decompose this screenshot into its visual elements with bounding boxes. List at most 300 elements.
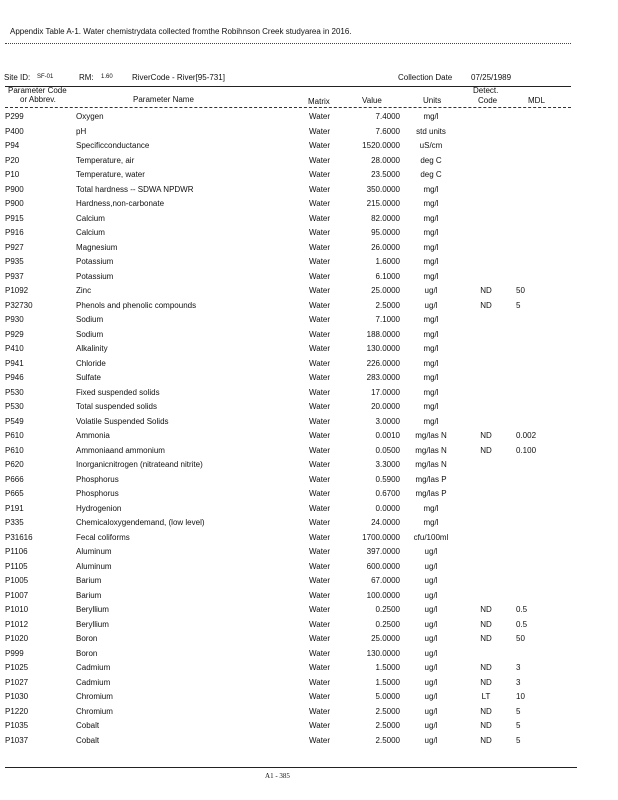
cell-param-name: Boron [76,648,98,658]
cell-matrix: Water [309,677,331,687]
table-row [0,458,618,473]
cell-matrix: Water [309,387,331,397]
cell-units: mg/l [423,387,439,397]
table-row [0,444,618,459]
cell-matrix: Water [309,228,331,237]
cell-param-name: Cadmium [76,677,111,687]
cell-units: deg C [420,170,442,179]
cell-units: ug/l [424,300,438,310]
cell-value: 26.0000 [371,242,400,252]
cell-units: ug/l [424,634,438,643]
cell-value: 2.5000 [375,706,400,716]
cell-detect-code: ND [480,721,492,730]
cell-value: 7.1000 [375,315,400,324]
cell-matrix: Water [309,416,331,426]
cell-param-name: Specificconductance [76,141,150,150]
cell-param-name: Phosphorus [76,474,119,484]
cell-param-code: P1030 [5,692,29,701]
cell-param-name: Cobalt [76,735,100,745]
cell-detect-code: ND [480,634,492,643]
cell-matrix: Water [309,271,331,281]
cell-param-name: Magnesium [76,242,118,252]
cell-param-code: P1092 [5,286,29,295]
cell-value: 226.0000 [366,358,400,368]
cell-detect-code: ND [480,706,492,716]
cell-units: ug/l [424,706,438,716]
cell-param-name: Sulfate [76,373,101,382]
cell-detect-code: LT [481,692,491,701]
site-info-row [0,73,618,85]
header-detect-2: Code [478,96,498,105]
cell-param-code: P665 [5,489,24,498]
table-row [0,531,618,546]
cell-value: 2.5000 [375,735,400,745]
cell-value: 67.0000 [371,576,400,585]
rm-value: 1.60 [101,74,113,80]
cell-param-code: P400 [5,126,24,136]
cell-value: 23.5000 [371,170,400,179]
cell-units: mg/l [423,373,439,382]
cell-matrix: Water [309,344,331,353]
cell-param-name: Barium [76,576,102,585]
cell-value: 1.5000 [375,677,400,687]
table-row [0,154,618,169]
cell-param-code: P900 [5,184,24,194]
table-row [0,255,618,270]
cell-units: mg/l [423,184,439,194]
cell-detect-code: ND [480,619,492,629]
cell-value: 20.0000 [371,402,400,411]
table-row [0,400,618,415]
cell-units: mg/l [423,344,439,353]
table-row [0,719,618,734]
cell-param-name: Temperature, water [76,170,145,179]
cell-param-code: P915 [5,213,24,223]
cell-units: uS/cm [419,141,443,150]
rm-label: RM: [79,73,94,82]
cell-matrix: Water [309,460,331,469]
cell-value: 130.0000 [366,344,400,353]
cell-param-code: P1220 [5,706,29,716]
cell-value: 7.6000 [375,126,400,136]
cell-param-code: P620 [5,460,24,469]
cell-matrix: Water [309,663,331,672]
cell-matrix: Water [309,503,331,513]
cell-param-code: P410 [5,344,24,353]
cell-param-name: Chemicaloxygendemand, (low level) [76,518,205,527]
cell-param-name: Beryllium [76,605,109,614]
cell-matrix: Water [309,547,331,556]
table-row [0,342,618,357]
cell-param-code: P935 [5,257,24,266]
collection-date-label: Collection Date [398,73,453,82]
cell-param-code: P549 [5,416,24,426]
header-param-code: Parameter Code [8,86,67,95]
cell-units: ug/l [424,576,438,585]
cell-matrix: Water [309,112,331,121]
cell-mdl: 0.5 [516,605,528,614]
table-row [0,110,618,125]
cell-param-name: Fecal coliforms [76,532,130,542]
cell-param-code: P941 [5,358,24,368]
cell-value: 24.0000 [371,518,400,527]
cell-matrix: Water [309,605,331,614]
cell-units: ug/l [424,619,438,629]
cell-param-code: P610 [5,431,24,440]
cell-value: 25.0000 [371,634,400,643]
cell-mdl: 3 [516,677,521,687]
cell-mdl: 0.002 [516,431,537,440]
cell-value: 1520.0000 [362,141,400,150]
cell-units: mg/l [423,315,439,324]
cell-param-name: Beryllium [76,619,109,629]
cell-param-name: Phenols and phenolic compounds [76,300,197,310]
cell-value: 100.0000 [366,590,400,600]
cell-detect-code: ND [480,431,492,440]
table-row [0,415,618,430]
cell-value: 1.5000 [375,663,400,672]
cell-param-code: P1010 [5,605,29,614]
cell-value: 0.0500 [375,445,400,455]
cell-param-name: Ammoniaand ammonium [76,445,165,455]
cell-units: mg/l [423,257,439,266]
cell-units: mg/las N [415,431,447,440]
cell-matrix: Water [309,706,331,716]
cell-param-name: Hardness,non-carbonate [76,199,165,208]
cell-value: 215.0000 [366,199,400,208]
table-row [0,168,618,183]
cell-units: mg/l [423,242,439,252]
cell-mdl: 0.5 [516,619,528,629]
cell-param-code: P32730 [5,300,33,310]
cell-units: mg/l [423,358,439,368]
cell-value: 5.0000 [375,692,400,701]
cell-value: 7.4000 [375,112,400,121]
cell-param-code: P1027 [5,677,29,687]
table-row [0,197,618,212]
cell-param-name: Volatile Suspended Solids [76,416,169,426]
table-row [0,589,618,604]
cell-value: 0.2500 [375,619,400,629]
cell-matrix: Water [309,329,331,339]
header-units: Units [423,96,442,105]
table-row [0,618,618,633]
cell-value: 82.0000 [371,213,400,223]
cell-value: 95.0000 [371,228,400,237]
cell-value: 25.0000 [371,286,400,295]
cell-param-code: P900 [5,199,24,208]
cell-value: 350.0000 [366,184,400,194]
cell-param-code: P299 [5,112,24,121]
cell-matrix: Water [309,242,331,252]
cell-value: 2.5000 [375,300,400,310]
cell-param-name: Oxygen [76,112,104,121]
cell-units: std units [416,126,446,136]
cell-mdl: 5 [516,300,521,310]
cell-matrix: Water [309,735,331,745]
cell-units: mg/l [423,518,439,527]
cell-detect-code: ND [480,605,492,614]
cell-param-name: Calcium [76,213,105,223]
cell-mdl: 5 [516,735,521,745]
cell-units: mg/las P [415,489,447,498]
cell-units: mg/l [423,329,439,339]
cell-mdl: 50 [516,634,525,643]
cell-param-name: Zinc [76,286,92,295]
cell-param-name: Chloride [76,358,106,368]
cell-param-name: Phosphorus [76,489,119,498]
cell-param-code: P31616 [5,532,33,542]
cell-param-code: P1106 [5,547,28,556]
cell-param-name: Chromium [76,706,113,716]
title-divider [5,43,571,44]
cell-mdl: 5 [516,721,521,730]
cell-matrix: Water [309,199,331,208]
table-row [0,299,618,314]
cell-param-code: P1105 [5,561,28,571]
header-matrix: Matrix [308,97,330,106]
table-row [0,734,618,749]
table-row [0,574,618,589]
table-row [0,328,618,343]
cell-units: ug/l [424,590,438,600]
table-row [0,371,618,386]
cell-matrix: Water [309,634,331,643]
cell-units: mg/las N [415,460,447,469]
table-row [0,502,618,517]
table-row [0,284,618,299]
cell-param-name: Ammonia [76,431,110,440]
cell-param-code: P937 [5,271,24,281]
cell-param-name: Barium [76,590,102,600]
footer-rule [5,767,577,768]
cell-units: mg/l [423,213,439,223]
cell-matrix: Water [309,286,331,295]
cell-matrix: Water [309,532,331,542]
cell-detect-code: ND [480,735,492,745]
table-row [0,516,618,531]
header-param-name: Parameter Name [133,95,194,104]
cell-units: mg/l [423,416,439,426]
cell-value: 0.2500 [375,605,400,614]
cell-param-code: P666 [5,474,24,484]
cell-matrix: Water [309,590,331,600]
table-row [0,632,618,647]
cell-value: 188.0000 [366,329,400,339]
cell-mdl: 5 [516,706,521,716]
cell-matrix: Water [309,358,331,368]
cell-param-name: Inorganicnitrogen (nitrateand nitrite) [76,460,203,469]
cell-value: 3.3000 [375,460,400,469]
cell-matrix: Water [309,141,331,150]
cell-units: ug/l [424,677,438,687]
cell-units: mg/las N [415,445,447,455]
cell-param-code: P1012 [5,619,29,629]
cell-param-name: Sodium [76,315,104,324]
cell-param-code: P1025 [5,663,29,672]
cell-value: 0.5900 [375,474,400,484]
cell-value: 1700.0000 [362,532,400,542]
cell-param-code: P999 [5,648,24,658]
header-mdl: MDL [528,96,545,105]
cell-matrix: Water [309,184,331,194]
cell-param-code: P927 [5,242,24,252]
cell-value: 283.0000 [366,373,400,382]
cell-matrix: Water [309,155,331,165]
cell-detect-code: ND [480,663,492,672]
cell-matrix: Water [309,561,331,571]
cell-param-name: Chromium [76,692,113,701]
cell-units: cfu/100ml [413,532,449,542]
cell-matrix: Water [309,213,331,223]
cell-units: ug/l [424,648,438,658]
site-id-label: Site ID: [4,73,31,82]
cell-mdl: 0.100 [516,445,537,455]
cell-param-code: P191 [5,503,24,513]
cell-mdl: 3 [516,663,521,672]
cell-param-name: Alkalinity [76,344,108,353]
table-row [0,487,618,502]
cell-units: deg C [420,155,442,165]
cell-param-code: P530 [5,387,24,397]
cell-param-code: P930 [5,315,24,324]
cell-param-name: Hydrogenion [76,503,122,513]
cell-param-name: Fixed suspended solids [76,387,160,397]
cell-param-code: P94 [5,141,20,150]
table-row [0,545,618,560]
cell-units: mg/l [423,503,439,513]
cell-param-name: Boron [76,634,98,643]
table-row [0,357,618,372]
cell-param-name: Calcium [76,228,105,237]
header-param-code-2: or Abbrev. [20,95,56,104]
cell-matrix: Water [309,170,331,179]
cell-units: mg/l [423,228,439,237]
cell-param-code: P1035 [5,721,29,730]
cell-value: 1.6000 [375,257,400,266]
table-row [0,241,618,256]
cell-value: 397.0000 [366,547,400,556]
cell-param-code: P10 [5,170,20,179]
table-row [0,603,618,618]
cell-value: 600.0000 [366,561,400,571]
cell-value: 3.0000 [375,416,400,426]
cell-param-code: P1020 [5,634,29,643]
table-row [0,226,618,241]
table-row [0,429,618,444]
collection-date: 07/25/1989 [471,73,512,82]
cell-units: mg/l [423,402,439,411]
cell-value: 6.1000 [375,271,400,281]
cell-units: ug/l [424,286,438,295]
table-title: Appendix Table A-1. Water chemistrydata collected fromthe Robihnson Creek studyarea in 2016. [10,27,352,36]
table-row [0,212,618,227]
cell-units: mg/l [423,199,439,208]
cell-param-name: Cobalt [76,721,100,730]
header-bottom-rule [5,107,571,108]
cell-matrix: Water [309,474,331,484]
river-code: RiverCode - River[95-731] [132,73,225,82]
cell-param-code: P335 [5,518,24,527]
cell-value: 28.0000 [371,155,400,165]
cell-units: ug/l [424,721,438,730]
cell-matrix: Water [309,619,331,629]
cell-param-name: Total suspended solids [76,402,157,411]
table-row [0,313,618,328]
cell-matrix: Water [309,257,331,266]
cell-units: mg/l [423,112,439,121]
cell-param-name: Potassium [76,257,114,266]
cell-matrix: Water [309,126,331,136]
table-row [0,386,618,401]
cell-units: ug/l [424,547,438,556]
cell-matrix: Water [309,445,331,455]
cell-detect-code: ND [480,286,492,295]
table-row [0,560,618,575]
header-detect: Detect. [473,86,499,95]
cell-matrix: Water [309,648,331,658]
cell-value: 2.5000 [375,721,400,730]
header-value: Value [362,96,382,105]
cell-detect-code: ND [480,445,492,455]
cell-param-code: P1037 [5,735,29,745]
page-number: A1 - 385 [265,772,290,780]
cell-matrix: Water [309,692,331,701]
cell-units: mg/las P [415,474,447,484]
cell-detect-code: ND [480,677,492,687]
cell-matrix: Water [309,431,331,440]
cell-param-name: Potassium [76,271,114,281]
cell-units: ug/l [424,663,438,672]
cell-param-name: Aluminum [76,561,112,571]
cell-matrix: Water [309,518,331,527]
data-table-body [0,110,618,748]
cell-param-code: P946 [5,373,24,382]
table-row [0,139,618,154]
cell-param-code: P929 [5,329,24,339]
table-row [0,183,618,198]
cell-param-code: P20 [5,155,20,165]
cell-units: ug/l [424,735,438,745]
cell-param-name: Cadmium [76,663,111,672]
cell-matrix: Water [309,373,331,382]
cell-matrix: Water [309,402,331,411]
cell-param-name: Total hardness -- SDWA NPDWR [76,184,194,194]
table-row [0,690,618,705]
cell-matrix: Water [309,300,331,310]
table-row [0,270,618,285]
cell-matrix: Water [309,721,331,730]
table-row [0,661,618,676]
cell-param-code: P530 [5,402,24,411]
cell-mdl: 50 [516,286,525,295]
cell-value: 0.6700 [375,489,400,498]
cell-value: 0.0010 [375,431,400,440]
table-row [0,473,618,488]
cell-units: ug/l [424,605,438,614]
cell-units: mg/l [423,271,439,281]
cell-units: ug/l [424,692,438,701]
cell-mdl: 10 [516,692,525,701]
cell-matrix: Water [309,489,331,498]
cell-param-code: P610 [5,445,24,455]
cell-param-name: pH [76,126,87,136]
cell-param-name: Sodium [76,329,104,339]
cell-value: 0.0000 [375,503,400,513]
cell-matrix: Water [309,315,331,324]
site-id-value: SF-01 [37,74,54,80]
cell-param-code: P1007 [5,590,29,600]
